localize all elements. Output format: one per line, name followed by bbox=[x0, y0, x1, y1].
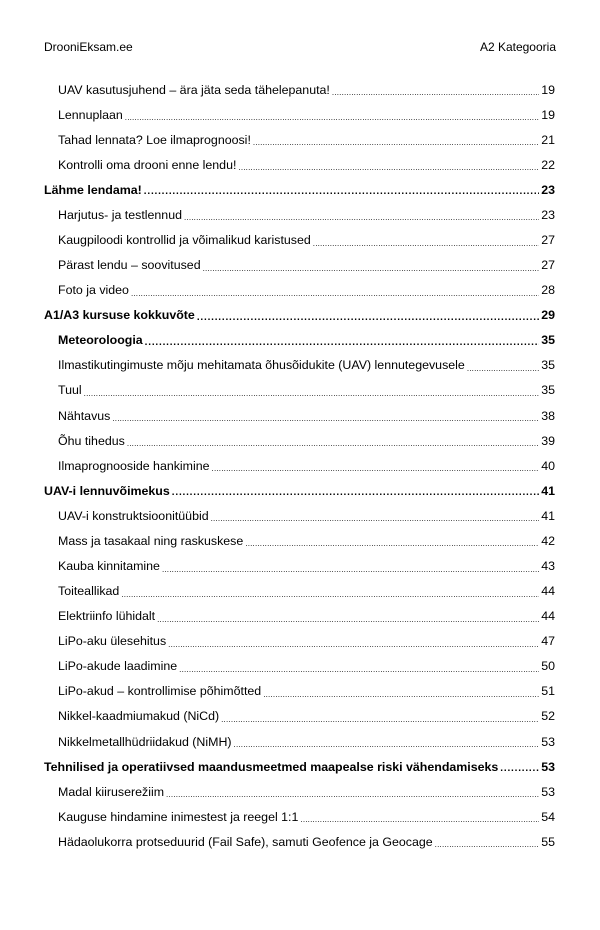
toc-page-number[interactable]: 38 bbox=[541, 408, 555, 423]
toc-entry-title[interactable]: LiPo-akud – kontrollimise põhimõtted bbox=[58, 684, 262, 699]
toc-entry[interactable] bbox=[44, 77, 555, 102]
toc-entry-title[interactable]: UAV-i konstruktsioonitüübid bbox=[58, 508, 209, 523]
toc-entry[interactable] bbox=[44, 754, 555, 779]
toc-page-number[interactable]: 44 bbox=[541, 584, 555, 599]
toc-entry[interactable] bbox=[44, 378, 555, 403]
toc-dot-leader bbox=[84, 383, 540, 398]
toc-page-number[interactable]: 54 bbox=[541, 809, 555, 824]
toc-entry[interactable] bbox=[44, 403, 555, 428]
toc-entry-title[interactable]: Ilmastikutingimuste mõju mehitamata õhusõidukite (UAV) lennutegevusele bbox=[58, 358, 465, 373]
toc-dot-leader bbox=[112, 408, 539, 423]
toc-dot-leader bbox=[184, 207, 539, 222]
toc-entry[interactable] bbox=[44, 528, 555, 553]
toc-page-number[interactable]: 23 bbox=[541, 182, 555, 197]
toc-page-number[interactable]: 51 bbox=[541, 684, 555, 699]
toc-entry-title[interactable]: Lennuplaan bbox=[58, 107, 123, 122]
toc-dot-leader bbox=[234, 734, 540, 749]
page-header bbox=[44, 40, 556, 56]
toc-page-number[interactable]: 35 bbox=[541, 358, 555, 373]
toc-entry[interactable] bbox=[44, 679, 555, 704]
toc-dot-leader bbox=[144, 182, 539, 197]
toc-dot-leader bbox=[313, 233, 539, 248]
toc-entry[interactable] bbox=[44, 704, 555, 729]
toc-entry[interactable] bbox=[44, 127, 555, 152]
toc-dot-leader bbox=[125, 107, 539, 122]
toc-page-number[interactable]: 50 bbox=[541, 659, 555, 674]
toc-entry[interactable] bbox=[44, 804, 555, 829]
toc-page-number[interactable]: 21 bbox=[541, 132, 555, 147]
toc-entry-title[interactable]: Foto ja video bbox=[58, 283, 129, 298]
toc-page-number[interactable]: 41 bbox=[541, 483, 555, 498]
toc-entry-title[interactable]: Harjutus- ja testlennud bbox=[58, 207, 182, 222]
toc-page-number[interactable]: 53 bbox=[541, 734, 555, 749]
toc-entry[interactable] bbox=[44, 303, 555, 328]
toc-dot-leader bbox=[127, 433, 539, 448]
toc-entry[interactable] bbox=[44, 553, 555, 578]
toc-entry[interactable] bbox=[44, 202, 555, 227]
toc-entry-title[interactable]: Pärast lendu – soovitused bbox=[58, 258, 201, 273]
toc-page-number[interactable]: 52 bbox=[541, 709, 555, 724]
toc-entry-title[interactable]: Nikkel-kaadmiumakud (NiCd) bbox=[58, 709, 220, 724]
toc-entry-title[interactable]: Tuul bbox=[58, 383, 82, 398]
toc-dot-leader bbox=[179, 659, 539, 674]
toc-entry-title[interactable]: Tahad lennata? Loe ilmaprognoosi! bbox=[58, 132, 251, 147]
toc-entry-title[interactable]: Meteoroloogia bbox=[58, 333, 143, 348]
toc-entry-title[interactable]: Madal kiiruserežiim bbox=[58, 784, 165, 799]
toc-entry-title[interactable]: Kauguse hindamine inimestest ja reegel 1:1 bbox=[58, 809, 299, 824]
toc-entry-title[interactable]: Nikkelmetallhüdriidakud (NiMH) bbox=[58, 734, 232, 749]
toc-dot-leader bbox=[162, 559, 539, 574]
toc-entry-title[interactable]: Lähme lendama! bbox=[44, 182, 142, 197]
toc-page-number[interactable]: 23 bbox=[541, 207, 555, 222]
toc-page-number[interactable]: 28 bbox=[541, 283, 555, 298]
table-of-contents bbox=[44, 77, 555, 854]
toc-page-number[interactable]: 35 bbox=[541, 333, 555, 348]
toc-entry[interactable] bbox=[44, 428, 555, 453]
toc-page-number[interactable]: 35 bbox=[541, 383, 555, 398]
toc-entry-title[interactable]: Mass ja tasakaal ning raskuskese bbox=[58, 533, 244, 548]
toc-entry[interactable] bbox=[44, 253, 555, 278]
toc-entry-title[interactable]: Õhu tihedus bbox=[58, 433, 125, 448]
toc-entry-title[interactable]: Tehnilised ja operatiivsed maandusmeetmed maapealse riski vähendamiseks bbox=[44, 759, 499, 774]
toc-entry[interactable] bbox=[44, 328, 555, 353]
toc-entry[interactable] bbox=[44, 453, 555, 478]
toc-dot-leader bbox=[332, 82, 539, 97]
toc-dot-leader bbox=[166, 784, 539, 799]
toc-entry-title[interactable]: Nähtavus bbox=[58, 408, 111, 423]
header-site-name: DrooniEksam.ee bbox=[44, 40, 133, 54]
toc-dot-leader bbox=[238, 157, 539, 172]
toc-page-number[interactable]: 19 bbox=[541, 107, 555, 122]
toc-entry[interactable] bbox=[44, 729, 555, 754]
toc-page-number[interactable]: 47 bbox=[541, 634, 555, 649]
toc-dot-leader bbox=[300, 809, 539, 824]
toc-page-number[interactable]: 22 bbox=[541, 157, 555, 172]
toc-page-number[interactable]: 40 bbox=[541, 458, 555, 473]
toc-entry-title[interactable]: Kaugpiloodi kontrollid ja võimalikud karistused bbox=[58, 233, 311, 247]
toc-page-number[interactable]: 41 bbox=[541, 508, 555, 523]
toc-page-number[interactable]: 27 bbox=[541, 258, 555, 273]
toc-entry-title[interactable]: Toiteallikad bbox=[58, 584, 120, 599]
toc-dot-leader bbox=[263, 684, 539, 699]
toc-dot-leader bbox=[253, 132, 539, 147]
toc-dot-leader bbox=[245, 533, 539, 548]
toc-entry[interactable] bbox=[44, 152, 555, 177]
toc-entry[interactable] bbox=[44, 579, 555, 604]
toc-page-number[interactable]: 19 bbox=[541, 82, 555, 97]
toc-entry-title[interactable]: UAV kasutusjuhend – ära jäta seda tähelepanuta! bbox=[58, 82, 330, 97]
toc-entry-title[interactable]: UAV-i lennuvõimekus bbox=[44, 483, 170, 498]
toc-entry-title[interactable]: Ilmaprognooside hankimine bbox=[58, 458, 210, 473]
toc-entry[interactable] bbox=[44, 779, 555, 804]
toc-dot-leader bbox=[197, 308, 539, 323]
toc-entry[interactable] bbox=[44, 829, 555, 854]
toc-dot-leader bbox=[145, 333, 540, 348]
toc-entry[interactable] bbox=[44, 503, 555, 528]
toc-entry-title[interactable]: Kauba kinnitamine bbox=[58, 559, 160, 574]
toc-page-number[interactable]: 39 bbox=[541, 433, 555, 448]
toc-entry-title[interactable]: LiPo-akude laadimine bbox=[58, 659, 178, 674]
toc-dot-leader bbox=[157, 609, 539, 624]
toc-entry-title[interactable]: Hädaolukorra protseduurid (Fail Safe), samuti Geofence ja Geocage bbox=[58, 834, 433, 849]
toc-dot-leader bbox=[203, 258, 540, 273]
toc-dot-leader bbox=[131, 283, 539, 298]
toc-entry[interactable] bbox=[44, 177, 555, 202]
toc-entry[interactable] bbox=[44, 102, 555, 127]
toc-page-number[interactable]: 43 bbox=[541, 559, 555, 574]
toc-dot-leader bbox=[221, 709, 539, 724]
toc-page-number[interactable]: 42 bbox=[541, 533, 555, 548]
toc-dot-leader bbox=[211, 508, 540, 523]
toc-dot-leader bbox=[435, 834, 540, 849]
toc-page-number[interactable]: 53 bbox=[541, 759, 555, 774]
toc-entry-title[interactable]: Kontrolli oma drooni enne lendu! bbox=[58, 157, 237, 172]
toc-entry[interactable] bbox=[44, 604, 555, 629]
toc-dot-leader bbox=[212, 458, 540, 473]
toc-entry[interactable] bbox=[44, 478, 555, 503]
toc-dot-leader bbox=[172, 483, 539, 498]
toc-page-number[interactable]: 53 bbox=[541, 784, 555, 799]
toc-entry-title[interactable]: A1/A3 kursuse kokkuvõte bbox=[44, 308, 195, 323]
toc-dot-leader bbox=[168, 634, 539, 649]
toc-entry[interactable] bbox=[44, 654, 555, 679]
toc-page-number[interactable]: 29 bbox=[541, 308, 555, 323]
toc-entry-title[interactable]: LiPo-aku ülesehitus bbox=[58, 634, 167, 649]
header-category: A2 Kategooria bbox=[479, 40, 556, 54]
toc-entry[interactable] bbox=[44, 227, 555, 252]
toc-page-number[interactable]: 44 bbox=[541, 609, 555, 624]
toc-dot-leader bbox=[121, 584, 539, 599]
toc-dot-leader bbox=[500, 759, 539, 774]
toc-page-number[interactable]: 55 bbox=[541, 834, 555, 849]
toc-entry[interactable] bbox=[44, 629, 555, 654]
toc-entry[interactable] bbox=[44, 353, 555, 378]
toc-dot-leader bbox=[467, 358, 539, 373]
toc-page-number[interactable]: 27 bbox=[541, 233, 555, 247]
toc-entry[interactable] bbox=[44, 278, 555, 303]
toc-entry-title[interactable]: Elektriinfo lühidalt bbox=[58, 609, 156, 624]
